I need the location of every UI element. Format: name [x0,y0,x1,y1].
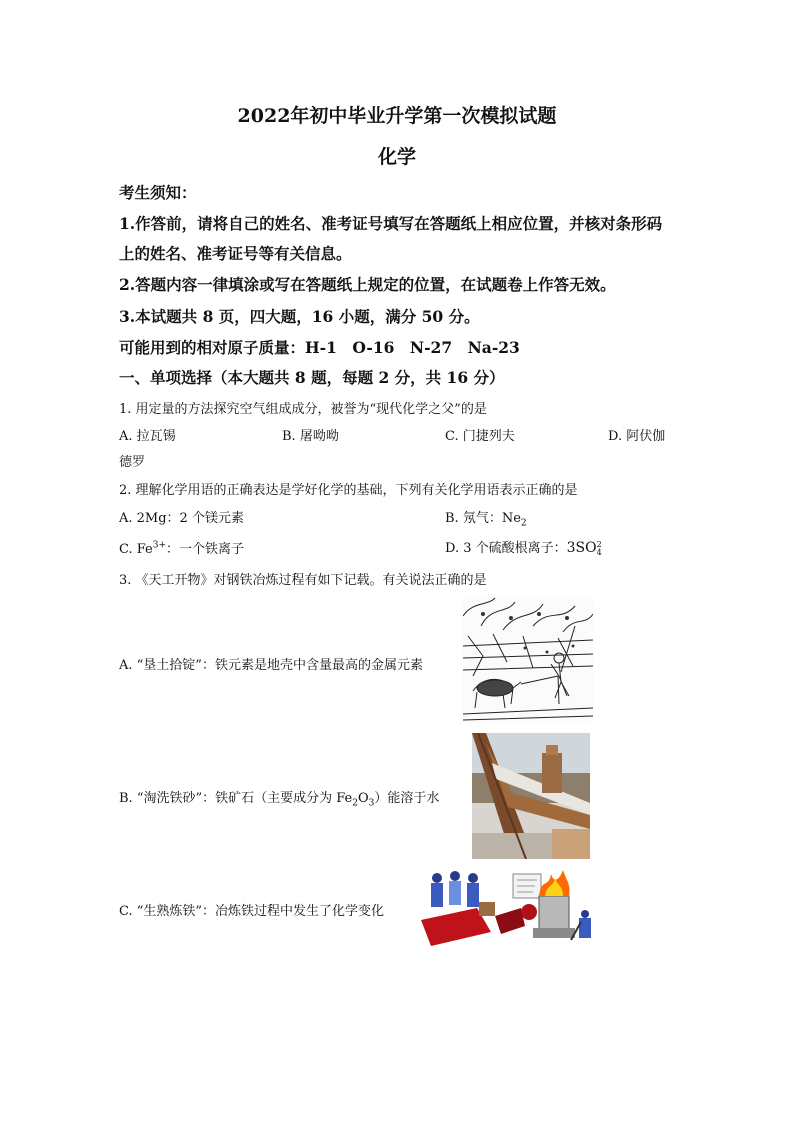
q1-option-b: B. 屠呦呦 [282,429,339,444]
iron-smelting-illustration [421,868,595,946]
q3-option-c: C. “生熟炼铁”：冶炼铁过程中发生了化学变化 [119,904,385,919]
section-1-heading: 一、单项选择（本大题共 8 题，每题 2 分，共 16 分） [119,368,505,387]
q1-option-d: D. 阿伏伽 [608,429,666,444]
q1-stem: 1. 用定量的方法探究空气组成成分，被誉为“现代化学之父”的是 [119,402,487,417]
q3-option-a: A. “垦土拾锭”：铁元素是地壳中含量最高的金属元素 [119,658,423,673]
woodcut-plowing-illustration [463,596,593,723]
q2-option-a: A. 2Mg：2 个镁元素 [119,511,244,526]
notice-item-2: 2.答题内容一律填涂或写在答题纸上规定的位置，在试题卷上作答无效。 [119,275,616,294]
q2-option-d: D. 3 个硫酸根离子：3SO 2 4 [445,539,602,557]
q2-stem: 2. 理解化学用语的正确表达是学好化学的基础，下列有关化学用语表示正确的是 [119,483,578,498]
notice-item-1-line-1: 1.作答前，请将自己的姓名、准考证号填写在答题纸上相应位置，并核对条形码 [119,214,663,233]
q3-option-b: B. “淘洗铁砂”：铁矿石（主要成分为 $Fe_2O_3$）能溶于水 [119,791,440,809]
q2-option-b: B. 氖气：$Ne_2$ [445,511,527,529]
notice-item-1-line-2: 上的姓名、准考证号等有关信息。 [119,244,352,263]
atomic-masses: 可能用到的相对原子质量：H-1 O-16 N-27 Na-23 [119,338,520,357]
q1-option-a: A. 拉瓦锡 [119,429,176,444]
exam-title: 2022年初中毕业升学第一次模拟试题 [237,105,557,127]
q2-option-c: C. $Fe^{3+}$：一个铁离子 [119,540,245,557]
q1-option-c: C. 门捷列夫 [445,429,515,444]
q3-stem: 3. 《天工开物》对钢铁冶炼过程有如下记载。有关说法正确的是 [119,573,487,588]
exam-subject: 化学 [377,146,416,168]
q1-option-d-continued: 德罗 [119,455,146,470]
notice-item-3: 3.本试题共 8 页，四大题，16 小题，满分 50 分。 [119,307,480,326]
notice-heading: 考生须知： [119,183,197,202]
iron-sand-washing-photo [472,733,590,859]
